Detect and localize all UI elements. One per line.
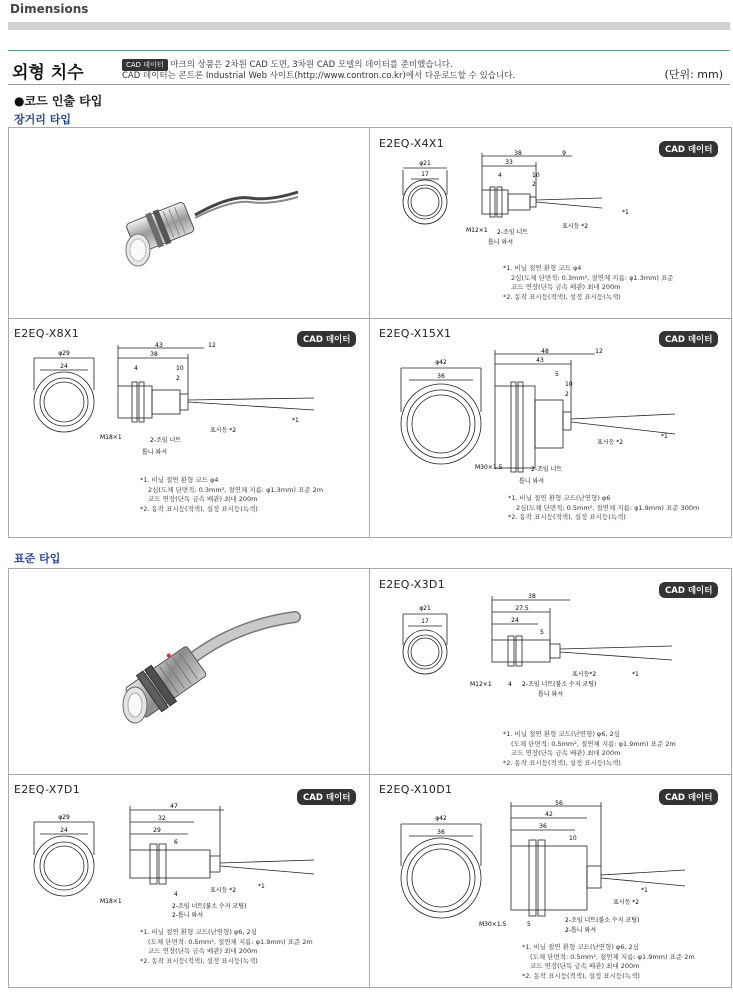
header-title: Dimensions [10,2,89,16]
diagram-x15x1 [375,342,727,487]
dim-l-body-x4x1: 33 [505,159,513,166]
dim-l-body-x10d1: 42 [545,811,553,818]
dim-a-x3d1: 5 [540,629,544,636]
header-bar [8,22,730,30]
dim-a-x15x1: 5 [555,371,559,378]
dim-l-total-x15x1: 48 [541,348,549,355]
cad-data-button-x4x1[interactable]: CAD 데이터 [659,141,718,157]
label-thread-x7d1: M18×1 [100,898,122,905]
dim-c-x8x1: 2 [176,375,180,382]
notice-text-1: 마크의 상품은 2차원 CAD 도면, 3차원 CAD 모델의 데이터를 준비했습니다. [170,60,453,70]
label-cord-x7d1: *1 [258,883,265,890]
model-name-x10d1: E2EQ-X10D1 [379,783,453,796]
dim-l-total-x10d1: 56 [555,800,563,807]
dim-d-outer-x7d1: φ29 [58,814,70,821]
label-washer-x7d1: 2-톱니 와셔 [172,912,204,919]
dim-d-outer-x4x1: φ21 [419,160,431,167]
label-nut-x3d1: 2-조임 너트(불소 수지 코팅) [522,681,597,688]
label-nut-x15x1: 2-조임 너트 [531,466,563,473]
cad-data-button-x3d1[interactable]: CAD 데이터 [659,582,718,598]
dim-d-inner-x8x1: 24 [60,363,68,370]
dim-b-x8x1: 10 [176,365,184,372]
model-name-x7d1: E2EQ-X7D1 [14,783,80,796]
dim-d-inner-x4x1: 17 [421,171,429,178]
dim-b-x3d1: 4 [508,681,512,688]
unit-label: (단위: mm) [664,68,723,81]
label-indicator-x15x1: 표시등 *2 [597,439,624,446]
label-cord-x4x1: *1 [622,209,629,216]
notice-divider [8,84,730,85]
sensor-photo-standard [95,605,325,740]
cad-data-button-x8x1[interactable]: CAD 데이터 [297,331,356,347]
dim-b-x4x1: 10 [532,172,540,179]
model-name-x4x1: E2EQ-X4X1 [379,137,445,150]
dim-a-x4x1: 4 [498,172,502,179]
label-cord-x8x1: *1 [292,417,299,424]
dim-l-body-x15x1: 43 [536,357,544,364]
notes-x10d1: *1. 비닐 절연 환형 코드(난연형) φ6, 2심 (도체 단면적: 0.5mm², 절연체 지름: φ1.9mm) 표준 2m 코드 연장(단독 금속 배관) 최대 200m *2. 동작 표시등(적색), 설정 표시등(녹색) [522,943,695,980]
label-washer-x15x1: 톱니 와셔 [519,478,545,485]
cad-tag: CAD 데이터 [122,59,168,71]
dim-l-cable-x8x1: 12 [208,342,216,349]
section-long-distance: 장거리 타입 [14,113,71,126]
label-washer-x3d1: 톱니 와셔 [538,691,564,698]
label-thread-x3d1: M12×1 [470,681,492,688]
label-washer-x8x1: 톱니 와셔 [142,449,168,456]
label-indicator-x4x1: 표시등 *2 [562,223,589,230]
dim-d-outer-x10d1: φ42 [435,815,447,822]
dim-l-total-x7d1: 47 [170,803,178,810]
dim-d-inner-x7d1: 24 [60,827,68,834]
label-nut-x7d1: 2-조임 너트(불소 수지 코팅) [172,903,247,910]
diagram-x8x1 [14,340,364,465]
label-indicator-x10d1: 표시등 *2 [613,899,640,906]
label-nut-x8x1: 2-조임 너트 [150,437,182,444]
label-cord-x15x1: *1 [661,433,668,440]
page-title: 외형 치수 [12,63,84,83]
diagram-x10d1 [375,798,727,938]
notes-x3d1: *1. 비닐 절연 환형 코드(난연형) φ6, 2심 (도체 단면적: 0.5mm², 절연체 지름: φ1.9mm) 표준 2m 코드 연장(단독 금속 배관) 최대 200m *2. 동작 표시등(적색), 설정 표시등(녹색) [503,730,676,767]
dim-l-cable-x4x1: 9 [562,150,566,157]
dim-l-cable-x15x1: 12 [595,348,603,355]
label-thread-x4x1: M12×1 [466,227,488,234]
dim-d-inner-x3d1: 17 [421,618,429,625]
dim-l-body-x8x1: 38 [150,351,158,358]
model-name-x3d1: E2EQ-X3D1 [379,578,445,591]
dim-b-x10d1: 5 [527,921,531,928]
dim-b-x7d1: 4 [174,891,178,898]
dim-l-total-x3d1: 38 [528,593,536,600]
label-indicator-x7d1: 표시등 *2 [210,887,237,894]
dim-c-x15x1: 2 [565,391,569,398]
diagram-x7d1 [14,800,364,925]
dim-b-x15x1: 10 [565,381,573,388]
label-indicator-x3d1: 표시등*2 [572,671,597,678]
dim-l-body-x7d1: 32 [158,815,166,822]
label-cord-x3d1: *1 [632,671,639,678]
notes-x7d1: *1. 비닐 절연 환형 코드(난연형) φ6, 2심 (도체 단면적: 0.5mm², 절연체 지름: φ1.9mm) 표준 2m 코드 연장(단독 금속 배관) 최대 200m *2. 동작 표시등(적색), 설정 표시등(녹색) [140,928,313,965]
notes-x4x1: *1. 비닐 절연 환형 코드 φ4 2심(도체 단면적: 0.3mm², 절연체 지름: φ1.3mm) 표준 코드 연장(단독 금속 배관) 최대 200m *2. 동작 표시등(적색), 설정 표시등(녹색) [503,264,674,301]
dim-a-x8x1: 4 [134,365,138,372]
dim-c-x4x1: 2 [532,181,536,188]
cad-data-button-x10d1[interactable]: CAD 데이터 [659,789,718,805]
dim-l-body-x3d1: 27.5 [515,605,529,612]
label-indicator-x8x1: 표시등 *2 [210,427,237,434]
dim-l-total-x8x1: 43 [155,342,163,349]
diagram-x3d1 [372,590,727,705]
notes-x15x1: *1. 비닐 절연 환형 코드(난연형) φ6 2심(도체 단면적: 0.5mm², 절연체 지름: φ1.9mm) 표준 300m *2. 동작 표시등(적색), 설정 표시등(녹색) [508,494,700,521]
dim-a-x7d1: 6 [174,839,178,846]
sensor-photo-long [100,170,300,280]
dim-l-thread-x10d1: 36 [539,823,547,830]
notes-x8x1: *1. 비닐 절연 환형 코드 φ4 2심(도체 단면적: 0.3mm², 절연체 지름: φ1.3mm) 표준 2m 코드 연장(단독 금속 배관) 최대 200m *2. 동작 표시등(적색), 설정 표시등(녹색) [140,476,324,513]
cad-data-button-x7d1[interactable]: CAD 데이터 [297,789,356,805]
dim-d-outer-x3d1: φ21 [419,605,431,612]
label-thread-x8x1: M18×1 [100,434,122,441]
dim-a-x10d1: 10 [569,835,577,842]
label-thread-x15x1: M30×1.5 [475,464,503,471]
section-standard: 표준 타입 [14,552,61,565]
label-nut-x4x1: 2-조임 너트 [497,229,529,236]
dim-d-inner-x10d1: 36 [437,829,445,836]
title-divider [8,50,730,51]
label-thread-x10d1: M30×1.5 [479,921,507,928]
diagram-x4x1 [372,150,727,255]
label-washer-x4x1: 톱니 와셔 [488,239,514,246]
label-washer-x10d1: 2-톱니 와셔 [565,927,597,934]
dim-l-thread-x3d1: 24 [511,617,519,624]
label-cord-x10d1: *1 [641,887,648,894]
dim-d-inner-x15x1: 36 [437,373,445,380]
section-cord-type: ●코드 인출 타입 [14,94,103,108]
dim-l-total-x4x1: 38 [514,150,522,157]
label-nut-x10d1: 2-조임 너트(불소 수지 코팅) [565,917,640,924]
dim-d-outer-x8x1: φ29 [58,350,70,357]
cad-data-button-x15x1[interactable]: CAD 데이터 [659,331,718,347]
dim-l-thread-x7d1: 29 [153,827,161,834]
cad-notice-line2: CAD 데이터는 콘트론 Industrial Web 사이트(http://www.contron.co.kr)에서 다운로드할 수 있습니다. [122,71,516,81]
dim-d-outer-x15x1: φ42 [435,359,447,366]
model-name-x8x1: E2EQ-X8X1 [14,327,80,340]
model-name-x15x1: E2EQ-X15X1 [379,327,452,340]
